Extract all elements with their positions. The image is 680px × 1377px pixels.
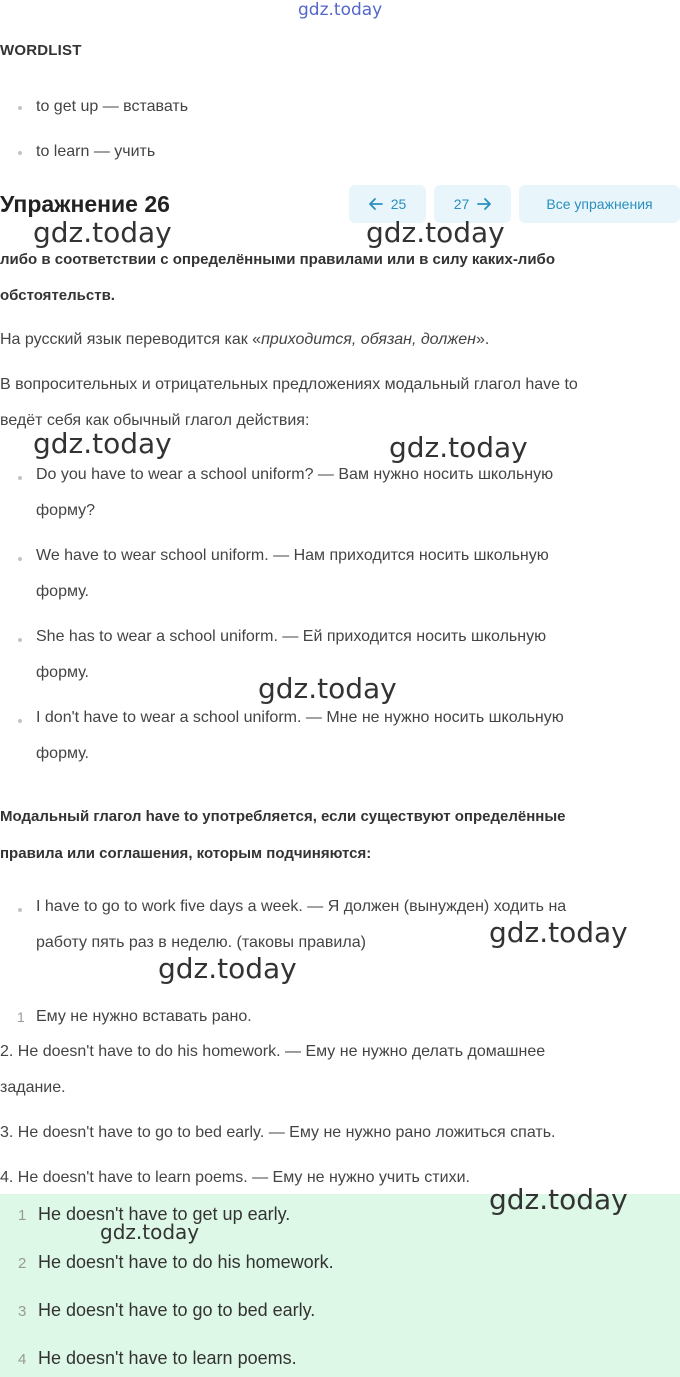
answer-number: 4 bbox=[18, 1351, 27, 1368]
list-bullet bbox=[18, 557, 22, 561]
example-item-cont: форму. bbox=[36, 664, 89, 681]
watermark: gdz.today bbox=[489, 916, 628, 949]
wordlist-heading: WORDLIST bbox=[0, 42, 82, 59]
list-bullet bbox=[18, 908, 22, 912]
rule-example: I have to go to work five days a week. — Я должен (вынужден) ходить на bbox=[36, 898, 567, 915]
all-exercises-label: Все упражнения bbox=[546, 196, 653, 212]
answer-number: 2 bbox=[18, 1255, 27, 1272]
translation-line: Ему не нужно вставать рано. bbox=[36, 1008, 252, 1025]
example-item-cont: форму. bbox=[36, 583, 89, 600]
rule-text: Модальный глагол have to употребляется, если существуют определённые bbox=[0, 808, 566, 825]
watermark-top: gdz.today bbox=[298, 0, 383, 20]
list-bullet bbox=[18, 151, 22, 155]
rule-example-cont: работу пять раз в неделю. (таковы правила) bbox=[36, 934, 366, 951]
list-bullet bbox=[18, 638, 22, 642]
answer-item: He doesn't have to learn poems. bbox=[38, 1348, 297, 1368]
next-exercise-label: 27 bbox=[453, 196, 470, 212]
wordlist-item: to get up — вставать bbox=[36, 98, 189, 115]
example-item: I don't have to wear a school uniform. — Мне не нужно носить школьную bbox=[36, 709, 564, 726]
watermark: gdz.today bbox=[489, 1183, 628, 1216]
answer-item: He doesn't have to get up early. bbox=[38, 1204, 291, 1224]
question-note-cont: ведёт себя как обычный глагол действия: bbox=[0, 412, 310, 429]
watermark: gdz.today bbox=[100, 1220, 200, 1244]
all-exercises-button[interactable] bbox=[519, 185, 680, 223]
watermark: gdz.today bbox=[366, 216, 505, 249]
wordlist-item: to learn — учить bbox=[36, 143, 156, 160]
watermark: gdz.today bbox=[389, 431, 528, 464]
list-bullet bbox=[18, 476, 22, 480]
example-item: We have to wear school uniform. — Нам приходится носить школьную bbox=[36, 547, 549, 564]
example-item-cont: форму? bbox=[36, 502, 96, 519]
translation-note: На русский язык переводится как «приходится, обязан, должен». bbox=[0, 331, 490, 348]
prev-exercise-label: 25 bbox=[390, 196, 407, 212]
answer-item: He doesn't have to do his homework. bbox=[38, 1252, 334, 1272]
example-item: Do you have to wear a school uniform? — Вам нужно носить школьную bbox=[36, 466, 554, 483]
watermark: gdz.today bbox=[33, 216, 172, 249]
list-bullet bbox=[18, 106, 22, 110]
translation-line: 4. He doesn't have to learn poems. — Ему не нужно учить стихи. bbox=[0, 1169, 470, 1186]
example-item-cont: форму. bbox=[36, 745, 89, 762]
translation-number: 1 bbox=[17, 1009, 25, 1025]
watermark: gdz.today bbox=[158, 952, 297, 985]
translation-line: 2. He doesn't have to do his homework. — Ему не нужно делать домашнее bbox=[0, 1043, 546, 1060]
theory-intro: либо в соответствии с определёнными правилами или в силу каких-либо bbox=[0, 251, 555, 268]
question-note: В вопросительных и отрицательных предложениях модальный глагол have to bbox=[0, 376, 578, 393]
arrow-right-icon bbox=[477, 198, 491, 210]
arrow-left-icon bbox=[369, 198, 383, 210]
rule-text-cont: правила или соглашения, которым подчиняются: bbox=[0, 845, 372, 862]
translation-line: 3. He doesn't have to go to bed early. — Ему не нужно рано ложиться спать. bbox=[0, 1124, 556, 1141]
example-item: She has to wear a school uniform. — Ей приходится носить школьную bbox=[36, 628, 547, 645]
watermark: gdz.today bbox=[33, 427, 172, 460]
answer-item: He doesn't have to go to bed early. bbox=[38, 1300, 316, 1320]
list-bullet bbox=[18, 719, 22, 723]
theory-intro-cont: обстоятельств. bbox=[0, 287, 115, 304]
translation-line-cont: задание. bbox=[0, 1079, 66, 1096]
watermark: gdz.today bbox=[258, 672, 397, 705]
answer-number: 3 bbox=[18, 1303, 27, 1320]
exercise-title: Упражнение 26 bbox=[0, 191, 170, 217]
answer-number: 1 bbox=[18, 1207, 27, 1224]
